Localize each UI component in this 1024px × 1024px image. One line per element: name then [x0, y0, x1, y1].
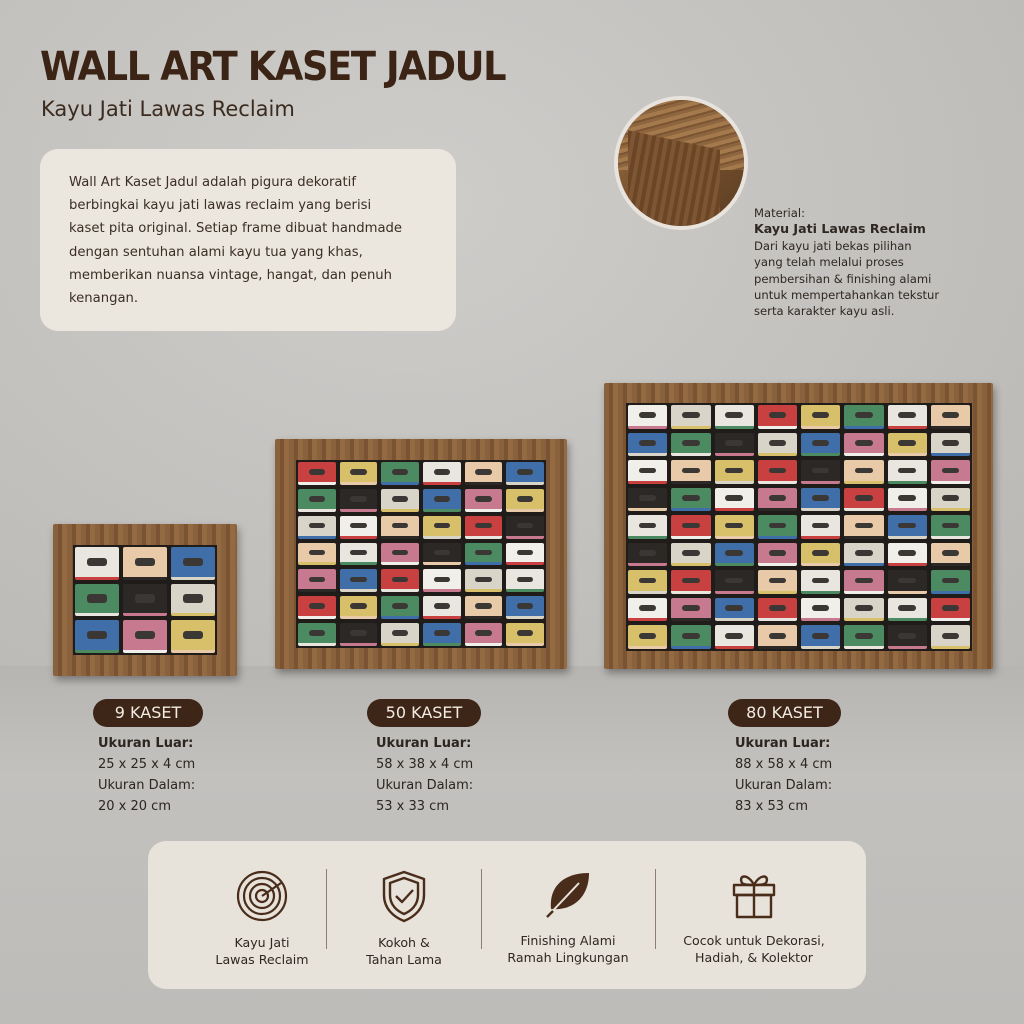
cassette-tape [844, 543, 883, 567]
description-card [40, 149, 456, 331]
cassette-tape [715, 515, 754, 539]
cassette-tape [801, 570, 840, 594]
cassette-grid [626, 403, 972, 651]
leaf-icon [543, 869, 593, 921]
spec-9-kaset [98, 733, 195, 817]
cassette-tape [506, 489, 544, 512]
cassette-tape [465, 516, 503, 539]
cassette-tape [671, 543, 710, 567]
cassette-tape [628, 515, 667, 539]
cassette-tape [298, 596, 336, 619]
cassette-tape [628, 543, 667, 567]
spec-outer-label: Ukuran Luar: [376, 736, 472, 751]
page-subtitle: Kayu Jati Lawas Reclaim [41, 97, 295, 121]
cassette-tape [465, 489, 503, 512]
shield-check-icon [380, 869, 428, 923]
cassette-tape [75, 584, 119, 617]
cassette-tape [628, 598, 667, 622]
cassette-tape [758, 598, 797, 622]
cassette-tape [298, 569, 336, 592]
spec-outer-value: 58 x 38 x 4 cm [376, 757, 474, 772]
feature-line2: Hadiah, & Kolektor [695, 949, 813, 965]
cassette-tape [671, 598, 710, 622]
cassette-tape [465, 596, 503, 619]
cassette-tape [340, 623, 378, 646]
material-label: Material: [754, 206, 806, 220]
cassette-tape [381, 489, 419, 512]
spec-inner-value: 53 x 33 cm [376, 799, 449, 814]
cassette-tape [888, 515, 927, 539]
spec-inner-label: Ukuran Dalam: [735, 778, 833, 793]
cassette-tape [801, 515, 840, 539]
cassette-tape [340, 543, 378, 566]
feature-line2: Ramah Lingkungan [507, 949, 629, 965]
description-line: kaset pita original. Setiap frame dibuat handmade [69, 221, 403, 237]
cassette-tape [298, 516, 336, 539]
cassette-tape [671, 433, 710, 457]
frame-80-kaset [604, 383, 993, 669]
cassette-tape [888, 488, 927, 512]
frame-9-kaset [53, 524, 237, 676]
material-line: untuk mempertahankan tekstur [754, 288, 940, 303]
spec-outer-value: 88 x 58 x 4 cm [735, 757, 833, 772]
cassette-tape [506, 596, 544, 619]
material-line: Dari kayu jati bekas pilihan [754, 238, 912, 253]
cassette-tape [801, 405, 840, 429]
cassette-tape [715, 625, 754, 649]
cassette-tape [628, 460, 667, 484]
cassette-tape [506, 543, 544, 566]
cassette-tape [123, 584, 167, 617]
feature-line1: Kayu Jati [234, 935, 290, 950]
cassette-tape [423, 516, 461, 539]
cassette-tape [844, 460, 883, 484]
cassette-tape [758, 433, 797, 457]
cassette-tape [844, 625, 883, 649]
cassette-tape [931, 625, 970, 649]
cassette-tape [888, 570, 927, 594]
feature-line2: Tahan Lama [366, 951, 442, 967]
cassette-tape [715, 570, 754, 594]
spec-outer-value: 25 x 25 x 4 cm [98, 757, 196, 772]
spec-outer-label: Ukuran Luar: [98, 736, 194, 751]
cassette-tape [506, 516, 544, 539]
cassette-tape [506, 569, 544, 592]
cassette-tape [758, 625, 797, 649]
feature-durable [328, 841, 480, 989]
cassette-tape [423, 569, 461, 592]
cassette-tape [801, 598, 840, 622]
cassette-tape [888, 625, 927, 649]
cassette-tape [298, 462, 336, 485]
cassette-tape [381, 543, 419, 566]
cassette-tape [715, 405, 754, 429]
cassette-tape [758, 570, 797, 594]
cassette-tape [844, 598, 883, 622]
description-line: Wall Art Kaset Jadul adalah pigura dekoratif [69, 175, 356, 190]
cassette-tape [340, 516, 378, 539]
cassette-tape [888, 405, 927, 429]
feature-line2: Lawas Reclaim [215, 951, 309, 967]
cassette-tape [465, 569, 503, 592]
frame-50-kaset [275, 439, 567, 669]
cassette-tape [506, 462, 544, 485]
spec-inner-value: 83 x 53 cm [735, 799, 808, 814]
badge-50-kaset: 50 KASET [367, 699, 481, 727]
cassette-tape [465, 623, 503, 646]
cassette-tape [844, 405, 883, 429]
cassette-tape [671, 625, 710, 649]
cassette-tape [671, 460, 710, 484]
feature-gift [656, 841, 852, 989]
cassette-tape [931, 460, 970, 484]
cassette-tape [758, 460, 797, 484]
cassette-tape [465, 462, 503, 485]
cassette-tape [931, 543, 970, 567]
spec-inner-label: Ukuran Dalam: [376, 778, 474, 793]
wood-ring-icon [235, 869, 289, 923]
cassette-tape [844, 488, 883, 512]
cassette-tape [715, 543, 754, 567]
feature-line1: Cocok untuk Dekorasi, [683, 933, 825, 948]
cassette-tape [423, 462, 461, 485]
cassette-tape [844, 433, 883, 457]
spec-80-kaset [735, 733, 832, 817]
cassette-tape [931, 570, 970, 594]
description-line: kenangan. [69, 291, 139, 307]
badge-9-kaset: 9 KASET [93, 699, 203, 727]
material-line: pembersihan & finishing alami [754, 271, 932, 286]
material-line: yang telah melalui proses [754, 255, 904, 270]
cassette-tape [758, 543, 797, 567]
spec-inner-value: 20 x 20 cm [98, 799, 171, 814]
cassette-tape [801, 543, 840, 567]
cassette-tape [340, 462, 378, 485]
cassette-tape [758, 488, 797, 512]
cassette-tape [931, 515, 970, 539]
cassette-tape [75, 547, 119, 580]
cassette-grid [73, 545, 217, 655]
cassette-tape [671, 515, 710, 539]
cassette-tape [381, 516, 419, 539]
cassette-tape [758, 515, 797, 539]
cassette-tape [171, 547, 215, 580]
cassette-tape [628, 570, 667, 594]
cassette-tape [381, 462, 419, 485]
cassette-tape [931, 598, 970, 622]
cassette-tape [381, 596, 419, 619]
cassette-tape [628, 433, 667, 457]
feature-wood [182, 841, 342, 989]
description-line: berbingkai kayu jati lawas reclaim yang berisi [69, 198, 372, 214]
feature-natural [482, 841, 654, 989]
cassette-tape [801, 433, 840, 457]
material-sample-image [614, 96, 748, 230]
cassette-tape [298, 623, 336, 646]
cassette-tape [340, 569, 378, 592]
description-line: memberikan nuansa vintage, hangat, dan penuh [69, 267, 393, 283]
cassette-tape [801, 460, 840, 484]
material-line: serta karakter kayu asli. [754, 304, 895, 319]
cassette-tape [931, 488, 970, 512]
material-info [754, 205, 984, 320]
cassette-tape [123, 547, 167, 580]
cassette-tape [423, 543, 461, 566]
cassette-tape [423, 623, 461, 646]
cassette-tape [715, 433, 754, 457]
cassette-tape [888, 460, 927, 484]
cassette-tape [715, 460, 754, 484]
cassette-tape [715, 488, 754, 512]
page-title: WALL ART KASET JADUL [40, 44, 506, 90]
cassette-tape [888, 598, 927, 622]
cassette-grid [296, 460, 546, 648]
cassette-tape [801, 625, 840, 649]
cassette-tape [381, 569, 419, 592]
cassette-tape [465, 543, 503, 566]
material-name: Kayu Jati Lawas Reclaim [754, 221, 926, 237]
cassette-tape [758, 405, 797, 429]
cassette-tape [298, 489, 336, 512]
cassette-tape [506, 623, 544, 646]
cassette-tape [340, 489, 378, 512]
cassette-tape [75, 620, 119, 653]
cassette-tape [171, 584, 215, 617]
cassette-tape [423, 596, 461, 619]
cassette-tape [628, 625, 667, 649]
cassette-tape [715, 598, 754, 622]
cassette-tape [888, 433, 927, 457]
cassette-tape [628, 488, 667, 512]
cassette-tape [123, 620, 167, 653]
spec-outer-label: Ukuran Luar: [735, 736, 831, 751]
cassette-tape [340, 596, 378, 619]
cassette-tape [844, 570, 883, 594]
cassette-tape [628, 405, 667, 429]
spec-50-kaset [376, 733, 473, 817]
cassette-tape [931, 433, 970, 457]
badge-80-kaset: 80 KASET [728, 699, 841, 727]
features-bar [148, 841, 866, 989]
feature-divider [326, 869, 327, 949]
cassette-tape [423, 489, 461, 512]
cassette-tape [671, 488, 710, 512]
feature-line1: Kokoh & [378, 935, 430, 950]
spec-inner-label: Ukuran Dalam: [98, 778, 196, 793]
cassette-tape [671, 570, 710, 594]
description-line: dengan sentuhan alami kayu tua yang khas, [69, 244, 363, 260]
cassette-tape [298, 543, 336, 566]
cassette-tape [931, 405, 970, 429]
cassette-tape [171, 620, 215, 653]
cassette-tape [888, 543, 927, 567]
cassette-tape [844, 515, 883, 539]
feature-line1: Finishing Alami [520, 933, 616, 948]
gift-icon [730, 869, 778, 921]
cassette-tape [381, 623, 419, 646]
cassette-tape [801, 488, 840, 512]
cassette-tape [671, 405, 710, 429]
